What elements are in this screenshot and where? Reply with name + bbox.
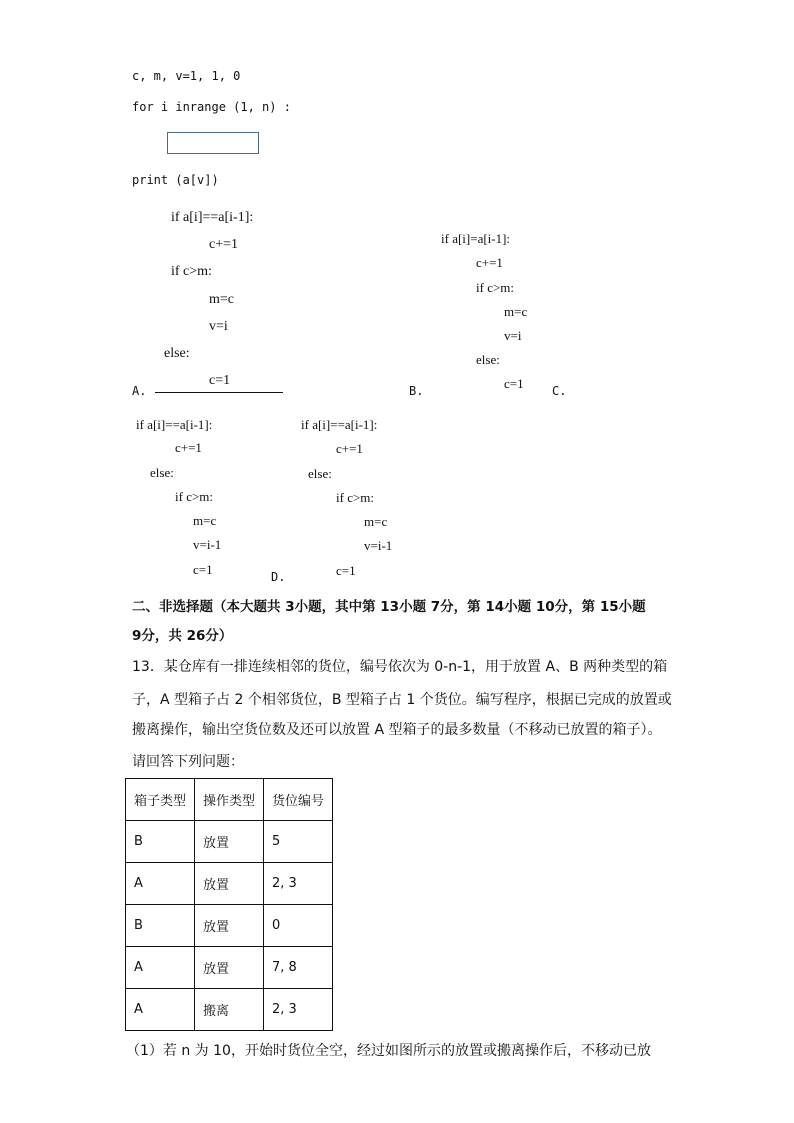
table-row (126, 905, 333, 947)
section-heading: 9分，共 26分） (132, 628, 233, 644)
option-d-line: c+=1 (336, 441, 363, 456)
option-c-label: C. (552, 384, 567, 398)
option-a-line: m=c (209, 292, 234, 307)
table-cell: 0 (264, 905, 333, 947)
option-d-label: D. (271, 570, 286, 584)
option-d-line: v=i-1 (364, 538, 393, 553)
option-a-line: else: (164, 346, 190, 361)
option-a-line: if a[i]==a[i-1]: (171, 210, 254, 225)
option-c-line: v=i-1 (193, 537, 222, 552)
option-d-line: if a[i]==a[i-1]: (301, 417, 378, 432)
option-b-line: c+=1 (476, 255, 503, 270)
option-d-line: if c>m: (336, 490, 375, 505)
option-d-line: m=c (364, 514, 388, 529)
option-a-line: c+=1 (209, 237, 239, 252)
header-cell: 操作类型 (195, 779, 264, 821)
question-text: 搬离操作，输出空货位数及还可以放置 A 型箱子的最多数量（不移动已放置的箱子）。 (132, 722, 662, 738)
option-b-label: B. (409, 384, 424, 398)
header-cell: 箱子类型 (126, 779, 195, 821)
table-cell: 放置 (195, 821, 264, 863)
question-text: 请回答下列问题： (132, 754, 244, 770)
table-cell: 放置 (195, 947, 264, 989)
code-line: for i inrange (1, n) : (132, 100, 291, 114)
option-c-line: m=c (193, 513, 217, 528)
option-c-line: if c>m: (175, 489, 214, 504)
section-heading: 二、非选择题（本大题共 3小题，其中第 13小题 7分，第 14小题 10分，第 15小题 (132, 599, 646, 615)
option-d-line: c=1 (336, 563, 356, 578)
table-cell: A (126, 989, 195, 1031)
table-cell: 搬离 (195, 989, 264, 1031)
table-row (126, 989, 333, 1031)
option-a-label: A. (132, 384, 147, 398)
answer-blank-box (167, 132, 259, 154)
table-row (126, 947, 333, 989)
underline (155, 392, 283, 393)
question-text: 13．某仓库有一排连续相邻的货位，编号依次为 0-n-1，用于放置 A、B 两种类型的箱 (132, 659, 668, 675)
table-cell: 2, 3 (264, 989, 333, 1031)
header-cell: 货位编号 (264, 779, 333, 821)
table-row (126, 821, 333, 863)
table-cell: 放置 (195, 905, 264, 947)
option-a-line: if c>m: (171, 264, 212, 279)
option-a-line: v=i (209, 319, 228, 334)
question-text: 子，A 型箱子占 2 个相邻货位，B 型箱子占 1 个货位。编写程序，根据已完成的放置或 (132, 692, 672, 708)
table-cell: A (126, 947, 195, 989)
code-line: print (a[v]) (132, 173, 219, 187)
sub-question-text: （1）若 n 为 10，开始时货位全空，经过如图所示的放置或搬离操作后，不移动已放 (126, 1043, 651, 1059)
table-cell: B (126, 905, 195, 947)
table-header-row (126, 779, 333, 821)
table-cell: 2, 3 (264, 863, 333, 905)
option-b-line: m=c (504, 304, 528, 319)
option-b-line: if a[i]=a[i-1]: (441, 231, 511, 246)
option-c-line: c+=1 (175, 440, 202, 455)
table-cell: B (126, 821, 195, 863)
option-c-line: else: (150, 465, 174, 480)
table-row (126, 863, 333, 905)
option-b-line: if c>m: (476, 280, 515, 295)
code-line: c, m, v=1, 1, 0 (132, 69, 241, 83)
table-cell: 7, 8 (264, 947, 333, 989)
option-b-line: c=1 (504, 376, 524, 391)
option-b-line: else: (476, 352, 500, 367)
table-cell: 放置 (195, 863, 264, 905)
option-c-line: if a[i]==a[i-1]: (136, 417, 213, 432)
option-b-line: v=i (504, 328, 522, 343)
operations-table (125, 778, 333, 1031)
option-a-line: c=1 (209, 373, 231, 388)
option-c-line: c=1 (193, 562, 213, 577)
table-cell: 5 (264, 821, 333, 863)
table-cell: A (126, 863, 195, 905)
option-d-line: else: (308, 466, 332, 481)
